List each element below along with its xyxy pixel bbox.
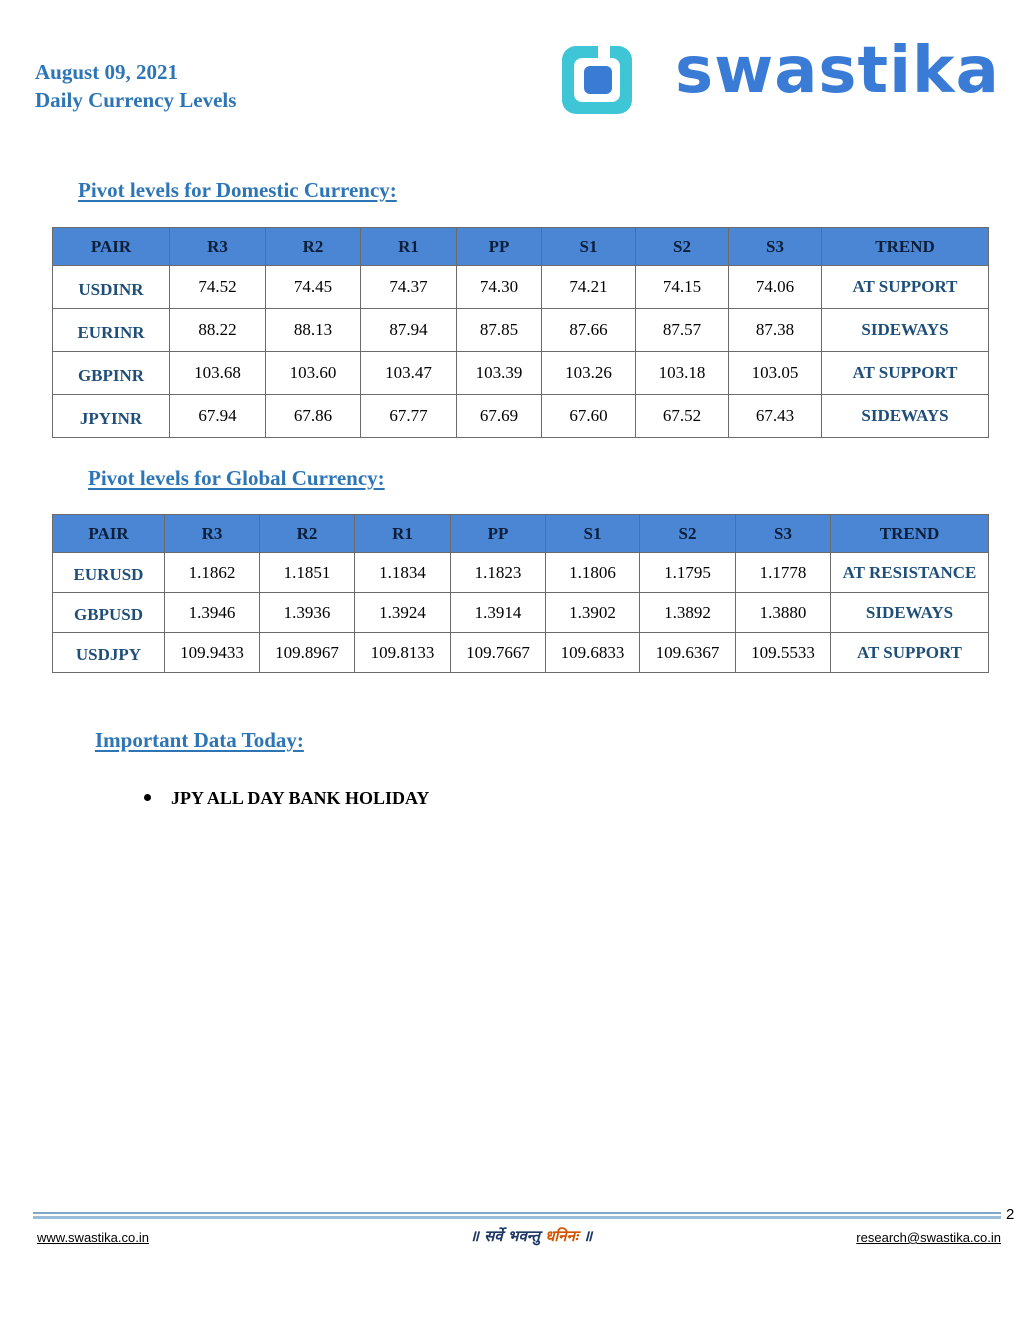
pivot-value: 87.38 (729, 309, 822, 352)
pivot-value: 1.1778 (736, 553, 831, 593)
pivot-value: 1.1795 (640, 553, 736, 593)
pivot-value: 74.30 (457, 266, 542, 309)
pivot-value: 1.3914 (451, 593, 546, 633)
column-header: R1 (361, 228, 457, 266)
column-header: R2 (260, 515, 355, 553)
pair-cell: EURUSD (53, 553, 165, 593)
table-row (53, 633, 989, 673)
list-item (144, 788, 429, 809)
column-header: PAIR (53, 228, 170, 266)
pivot-value: 87.85 (457, 309, 542, 352)
pair-cell: JPYINR (53, 395, 170, 438)
pivot-value: 109.8133 (355, 633, 451, 673)
footer-divider (33, 1212, 1001, 1214)
trend-cell: SIDEWAYS (822, 309, 989, 352)
pivot-value: 87.57 (636, 309, 729, 352)
pivot-value: 67.60 (542, 395, 636, 438)
column-header: S3 (736, 515, 831, 553)
pivot-value: 109.8967 (260, 633, 355, 673)
email-link[interactable]: research@swastika.co.in (856, 1230, 1001, 1245)
report-date: August 09, 2021 (35, 60, 178, 84)
pivot-value: 1.1862 (165, 553, 260, 593)
pivot-value: 1.3902 (546, 593, 640, 633)
column-header: S1 (542, 228, 636, 266)
column-header: R3 (165, 515, 260, 553)
table-row (53, 593, 989, 633)
column-header: PP (457, 228, 542, 266)
pivot-value: 74.15 (636, 266, 729, 309)
table-row (53, 309, 989, 352)
pivot-value: 74.21 (542, 266, 636, 309)
important-data-title: Important Data Today: (95, 728, 304, 752)
pair-cell: USDINR (53, 266, 170, 309)
important-data-list (144, 788, 429, 809)
pivot-value: 87.94 (361, 309, 457, 352)
pivot-value: 1.1806 (546, 553, 640, 593)
trend-cell: SIDEWAYS (822, 395, 989, 438)
pivot-value: 103.05 (729, 352, 822, 395)
pivot-value: 103.68 (170, 352, 266, 395)
column-header: R3 (170, 228, 266, 266)
pivot-value: 1.3892 (640, 593, 736, 633)
pivot-value: 103.18 (636, 352, 729, 395)
table-row (53, 553, 989, 593)
table-row (53, 266, 989, 309)
footer-motto (470, 1226, 592, 1246)
pivot-value: 109.7667 (451, 633, 546, 673)
pivot-value: 109.5533 (736, 633, 831, 673)
pivot-value: 74.06 (729, 266, 822, 309)
pivot-value: 1.3936 (260, 593, 355, 633)
list-item-text: JPY ALL DAY BANK HOLIDAY (171, 788, 430, 808)
footer-divider (33, 1216, 1001, 1219)
pivot-value: 87.66 (542, 309, 636, 352)
pivot-value: 1.3946 (165, 593, 260, 633)
trend-cell: AT RESISTANCE (831, 553, 989, 593)
table-header-row (53, 228, 989, 266)
column-header: R1 (355, 515, 451, 553)
pivot-value: 103.26 (542, 352, 636, 395)
logo-mark-icon (560, 44, 634, 116)
pivot-value: 1.1834 (355, 553, 451, 593)
bullet-icon (144, 794, 151, 801)
global-section-title: Pivot levels for Global Currency: (88, 466, 385, 490)
domestic-section-title: Pivot levels for Domestic Currency: (78, 178, 397, 202)
pivot-value: 1.3880 (736, 593, 831, 633)
pivot-value: 88.22 (170, 309, 266, 352)
pivot-value: 74.37 (361, 266, 457, 309)
pivot-value: 103.47 (361, 352, 457, 395)
pivot-value: 74.52 (170, 266, 266, 309)
column-header: TREND (822, 228, 989, 266)
column-header: PAIR (53, 515, 165, 553)
pivot-value: 67.69 (457, 395, 542, 438)
pivot-value: 67.43 (729, 395, 822, 438)
column-header: S2 (636, 228, 729, 266)
global-pivot-table (52, 514, 989, 673)
pivot-value: 67.52 (636, 395, 729, 438)
table-row (53, 352, 989, 395)
pivot-value: 67.77 (361, 395, 457, 438)
pair-cell: GBPUSD (53, 593, 165, 633)
pair-cell: USDJPY (53, 633, 165, 673)
pivot-value: 103.39 (457, 352, 542, 395)
pivot-value: 67.94 (170, 395, 266, 438)
website-link[interactable]: www.swastika.co.in (37, 1230, 149, 1245)
page-number: 2 (1006, 1206, 1015, 1223)
pair-cell: EURINR (53, 309, 170, 352)
table-row (53, 395, 989, 438)
pivot-value: 1.3924 (355, 593, 451, 633)
motto-accent-text: धनिनः (545, 1227, 578, 1245)
swastika-logo (560, 34, 1005, 120)
column-header: S3 (729, 228, 822, 266)
trend-cell: SIDEWAYS (831, 593, 989, 633)
trend-cell: AT SUPPORT (822, 352, 989, 395)
domestic-pivot-table (52, 227, 989, 438)
motto-text: ॥ सर्वे भवन्तु (470, 1227, 546, 1245)
trend-cell: AT SUPPORT (831, 633, 989, 673)
column-header: PP (451, 515, 546, 553)
logo-wordmark: swastika (675, 34, 1000, 108)
column-header: R2 (266, 228, 361, 266)
pivot-value: 109.9433 (165, 633, 260, 673)
pivot-value: 109.6367 (640, 633, 736, 673)
column-header: S2 (640, 515, 736, 553)
pivot-value: 103.60 (266, 352, 361, 395)
pair-cell: GBPINR (53, 352, 170, 395)
pivot-value: 1.1823 (451, 553, 546, 593)
pivot-value: 88.13 (266, 309, 361, 352)
pivot-value: 1.1851 (260, 553, 355, 593)
table-header-row (53, 515, 989, 553)
pivot-value: 67.86 (266, 395, 361, 438)
motto-text-end: ॥ (577, 1227, 593, 1245)
column-header: S1 (546, 515, 640, 553)
column-header: TREND (831, 515, 989, 553)
pivot-value: 74.45 (266, 266, 361, 309)
trend-cell: AT SUPPORT (822, 266, 989, 309)
pivot-value: 109.6833 (546, 633, 640, 673)
report-subtitle: Daily Currency Levels (35, 88, 237, 112)
